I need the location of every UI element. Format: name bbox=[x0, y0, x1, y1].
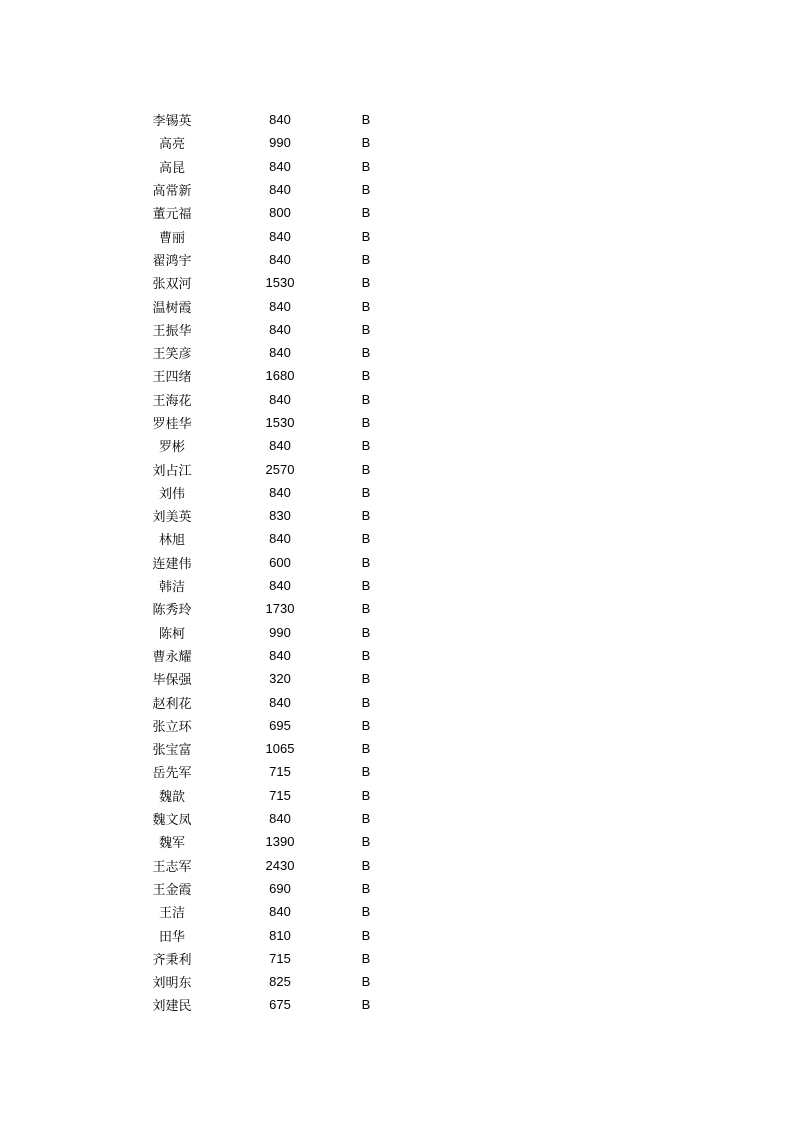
amount-cell: 830 bbox=[269, 508, 291, 524]
grade-cell: B bbox=[361, 508, 371, 524]
name-cell: 刘伟 bbox=[158, 486, 185, 502]
table-row bbox=[140, 178, 400, 201]
table-row bbox=[140, 877, 400, 900]
amount-cell: 800 bbox=[269, 205, 291, 221]
grade-cell: B bbox=[361, 368, 371, 384]
name-cell: 翟鸿宇 bbox=[152, 253, 192, 269]
amount-cell: 1730 bbox=[265, 601, 295, 617]
amount-cell: 840 bbox=[269, 484, 291, 500]
amount-cell: 715 bbox=[269, 787, 291, 803]
name-cell: 陈秀玲 bbox=[152, 603, 192, 619]
table-row bbox=[140, 271, 400, 294]
name-cell: 曹永耀 bbox=[152, 649, 192, 665]
name-cell: 高亮 bbox=[158, 137, 185, 153]
grade-cell: B bbox=[361, 694, 371, 710]
grade-cell: B bbox=[361, 321, 371, 337]
table-row bbox=[140, 224, 400, 247]
name-cell: 张立环 bbox=[152, 719, 192, 735]
grade-cell: B bbox=[361, 554, 371, 570]
name-cell: 王四绪 bbox=[152, 370, 192, 386]
name-cell: 高昆 bbox=[158, 160, 185, 176]
table-row bbox=[140, 481, 400, 504]
amount-cell: 675 bbox=[269, 997, 291, 1013]
grade-cell: B bbox=[361, 182, 371, 198]
name-cell: 曹丽 bbox=[158, 230, 185, 246]
table-row bbox=[140, 690, 400, 713]
table-row bbox=[140, 947, 400, 970]
name-cell: 刘占江 bbox=[152, 463, 192, 479]
table-row bbox=[140, 108, 400, 131]
amount-cell: 1065 bbox=[265, 741, 295, 757]
amount-cell: 2570 bbox=[265, 461, 295, 477]
table-row bbox=[140, 784, 400, 807]
table-row bbox=[140, 667, 400, 690]
table-row bbox=[140, 807, 400, 830]
table-row bbox=[140, 993, 400, 1016]
grade-cell: B bbox=[361, 811, 371, 827]
amount-cell: 1530 bbox=[265, 275, 295, 291]
table-row bbox=[140, 434, 400, 457]
grade-cell: B bbox=[361, 415, 371, 430]
table-row bbox=[140, 597, 400, 620]
grade-cell: B bbox=[361, 461, 371, 477]
grade-cell: B bbox=[361, 298, 371, 314]
grade-cell: B bbox=[361, 158, 371, 174]
amount-cell: 840 bbox=[269, 345, 291, 361]
name-cell: 刘建民 bbox=[152, 999, 192, 1015]
grade-cell: B bbox=[361, 438, 371, 454]
grade-cell: B bbox=[361, 671, 371, 687]
grade-cell: B bbox=[361, 997, 371, 1013]
amount-cell: 840 bbox=[269, 112, 291, 128]
table-row bbox=[140, 504, 400, 527]
grade-cell: B bbox=[361, 624, 371, 640]
grade-cell: B bbox=[361, 251, 371, 267]
name-cell: 田华 bbox=[158, 929, 185, 945]
amount-cell: 840 bbox=[269, 647, 291, 663]
table-row bbox=[140, 760, 400, 783]
table-row bbox=[140, 201, 400, 224]
amount-cell: 810 bbox=[269, 927, 291, 943]
amount-cell: 840 bbox=[269, 531, 291, 547]
name-cell: 林旭 bbox=[158, 533, 185, 549]
amount-cell: 840 bbox=[269, 391, 291, 407]
grade-cell: B bbox=[361, 112, 371, 128]
grade-cell: B bbox=[361, 857, 371, 873]
name-cell: 董元福 bbox=[152, 207, 192, 223]
name-cell: 王金霞 bbox=[152, 882, 192, 898]
grade-cell: B bbox=[361, 717, 371, 733]
amount-cell: 1390 bbox=[265, 834, 295, 850]
name-cell: 罗桂华 bbox=[152, 417, 192, 432]
name-cell: 毕保强 bbox=[152, 673, 192, 689]
amount-cell: 695 bbox=[269, 717, 291, 733]
grade-cell: B bbox=[361, 904, 371, 920]
amount-cell: 990 bbox=[269, 624, 291, 640]
grade-cell: B bbox=[361, 135, 371, 151]
name-cell: 温树霞 bbox=[152, 300, 192, 316]
name-cell: 王洁 bbox=[158, 906, 185, 922]
amount-cell: 840 bbox=[269, 158, 291, 174]
table-row bbox=[140, 900, 400, 923]
amount-cell: 840 bbox=[269, 811, 291, 827]
table-row bbox=[140, 318, 400, 341]
name-cell: 魏军 bbox=[158, 836, 185, 852]
grade-cell: B bbox=[361, 391, 371, 407]
table-row bbox=[140, 248, 400, 271]
amount-cell: 600 bbox=[269, 554, 291, 570]
grade-cell: B bbox=[361, 950, 371, 966]
amount-cell: 840 bbox=[269, 228, 291, 244]
table-row bbox=[140, 457, 400, 480]
amount-cell: 320 bbox=[269, 671, 291, 687]
grade-cell: B bbox=[361, 531, 371, 547]
grade-cell: B bbox=[361, 228, 371, 244]
amount-cell: 840 bbox=[269, 694, 291, 710]
table-row bbox=[140, 574, 400, 597]
table-row bbox=[140, 714, 400, 737]
table-row bbox=[140, 388, 400, 411]
table-row bbox=[140, 527, 400, 550]
grade-cell: B bbox=[361, 927, 371, 943]
name-cell: 刘美英 bbox=[152, 510, 192, 526]
grade-cell: B bbox=[361, 275, 371, 291]
amount-cell: 690 bbox=[269, 880, 291, 896]
grade-cell: B bbox=[361, 484, 371, 500]
name-cell: 高常新 bbox=[152, 184, 192, 200]
amount-cell: 1680 bbox=[265, 368, 295, 384]
table-row bbox=[140, 551, 400, 574]
name-cell: 王笑彦 bbox=[152, 347, 192, 363]
name-cell: 连建伟 bbox=[152, 556, 192, 572]
name-cell: 赵利花 bbox=[152, 696, 192, 712]
table-row bbox=[140, 854, 400, 877]
amount-cell: 840 bbox=[269, 438, 291, 454]
table-row bbox=[140, 830, 400, 853]
grade-cell: B bbox=[361, 578, 371, 594]
amount-cell: 840 bbox=[269, 578, 291, 594]
name-cell: 刘明东 bbox=[152, 976, 192, 992]
name-cell: 岳先军 bbox=[152, 766, 192, 782]
amount-cell: 1530 bbox=[265, 415, 295, 430]
name-cell: 王志军 bbox=[152, 859, 192, 875]
table-row bbox=[140, 411, 400, 434]
grade-cell: B bbox=[361, 834, 371, 850]
amount-cell: 825 bbox=[269, 974, 291, 990]
amount-cell: 840 bbox=[269, 182, 291, 198]
amount-cell: 990 bbox=[269, 135, 291, 151]
table-row bbox=[140, 294, 400, 317]
name-cell: 陈柯 bbox=[158, 626, 185, 642]
amount-cell: 840 bbox=[269, 251, 291, 267]
grade-cell: B bbox=[361, 880, 371, 896]
amount-cell: 840 bbox=[269, 904, 291, 920]
name-cell: 王振华 bbox=[152, 323, 192, 339]
name-cell: 张双河 bbox=[152, 277, 192, 293]
grade-cell: B bbox=[361, 764, 371, 780]
amount-cell: 840 bbox=[269, 298, 291, 314]
table-row bbox=[140, 923, 400, 946]
table-row bbox=[140, 737, 400, 760]
name-cell: 张宝富 bbox=[152, 743, 192, 759]
name-cell: 王海花 bbox=[152, 393, 192, 409]
grade-cell: B bbox=[361, 601, 371, 617]
amount-cell: 715 bbox=[269, 764, 291, 780]
table-row bbox=[140, 155, 400, 178]
table-row bbox=[140, 131, 400, 154]
data-table bbox=[140, 108, 400, 1017]
table-row bbox=[140, 364, 400, 387]
name-cell: 李锡英 bbox=[152, 114, 192, 130]
table-row bbox=[140, 341, 400, 364]
grade-cell: B bbox=[361, 974, 371, 990]
amount-cell: 715 bbox=[269, 950, 291, 966]
amount-cell: 2430 bbox=[265, 857, 295, 873]
table-row bbox=[140, 621, 400, 644]
table-row bbox=[140, 644, 400, 667]
amount-cell: 840 bbox=[269, 321, 291, 337]
grade-cell: B bbox=[361, 647, 371, 663]
grade-cell: B bbox=[361, 787, 371, 803]
grade-cell: B bbox=[361, 205, 371, 221]
name-cell: 魏歆 bbox=[158, 789, 185, 805]
name-cell: 罗彬 bbox=[158, 440, 185, 456]
name-cell: 韩洁 bbox=[158, 580, 185, 596]
grade-cell: B bbox=[361, 345, 371, 361]
grade-cell: B bbox=[361, 741, 371, 757]
name-cell: 齐秉利 bbox=[152, 952, 192, 968]
name-cell: 魏文凤 bbox=[152, 813, 192, 829]
table-row bbox=[140, 970, 400, 993]
